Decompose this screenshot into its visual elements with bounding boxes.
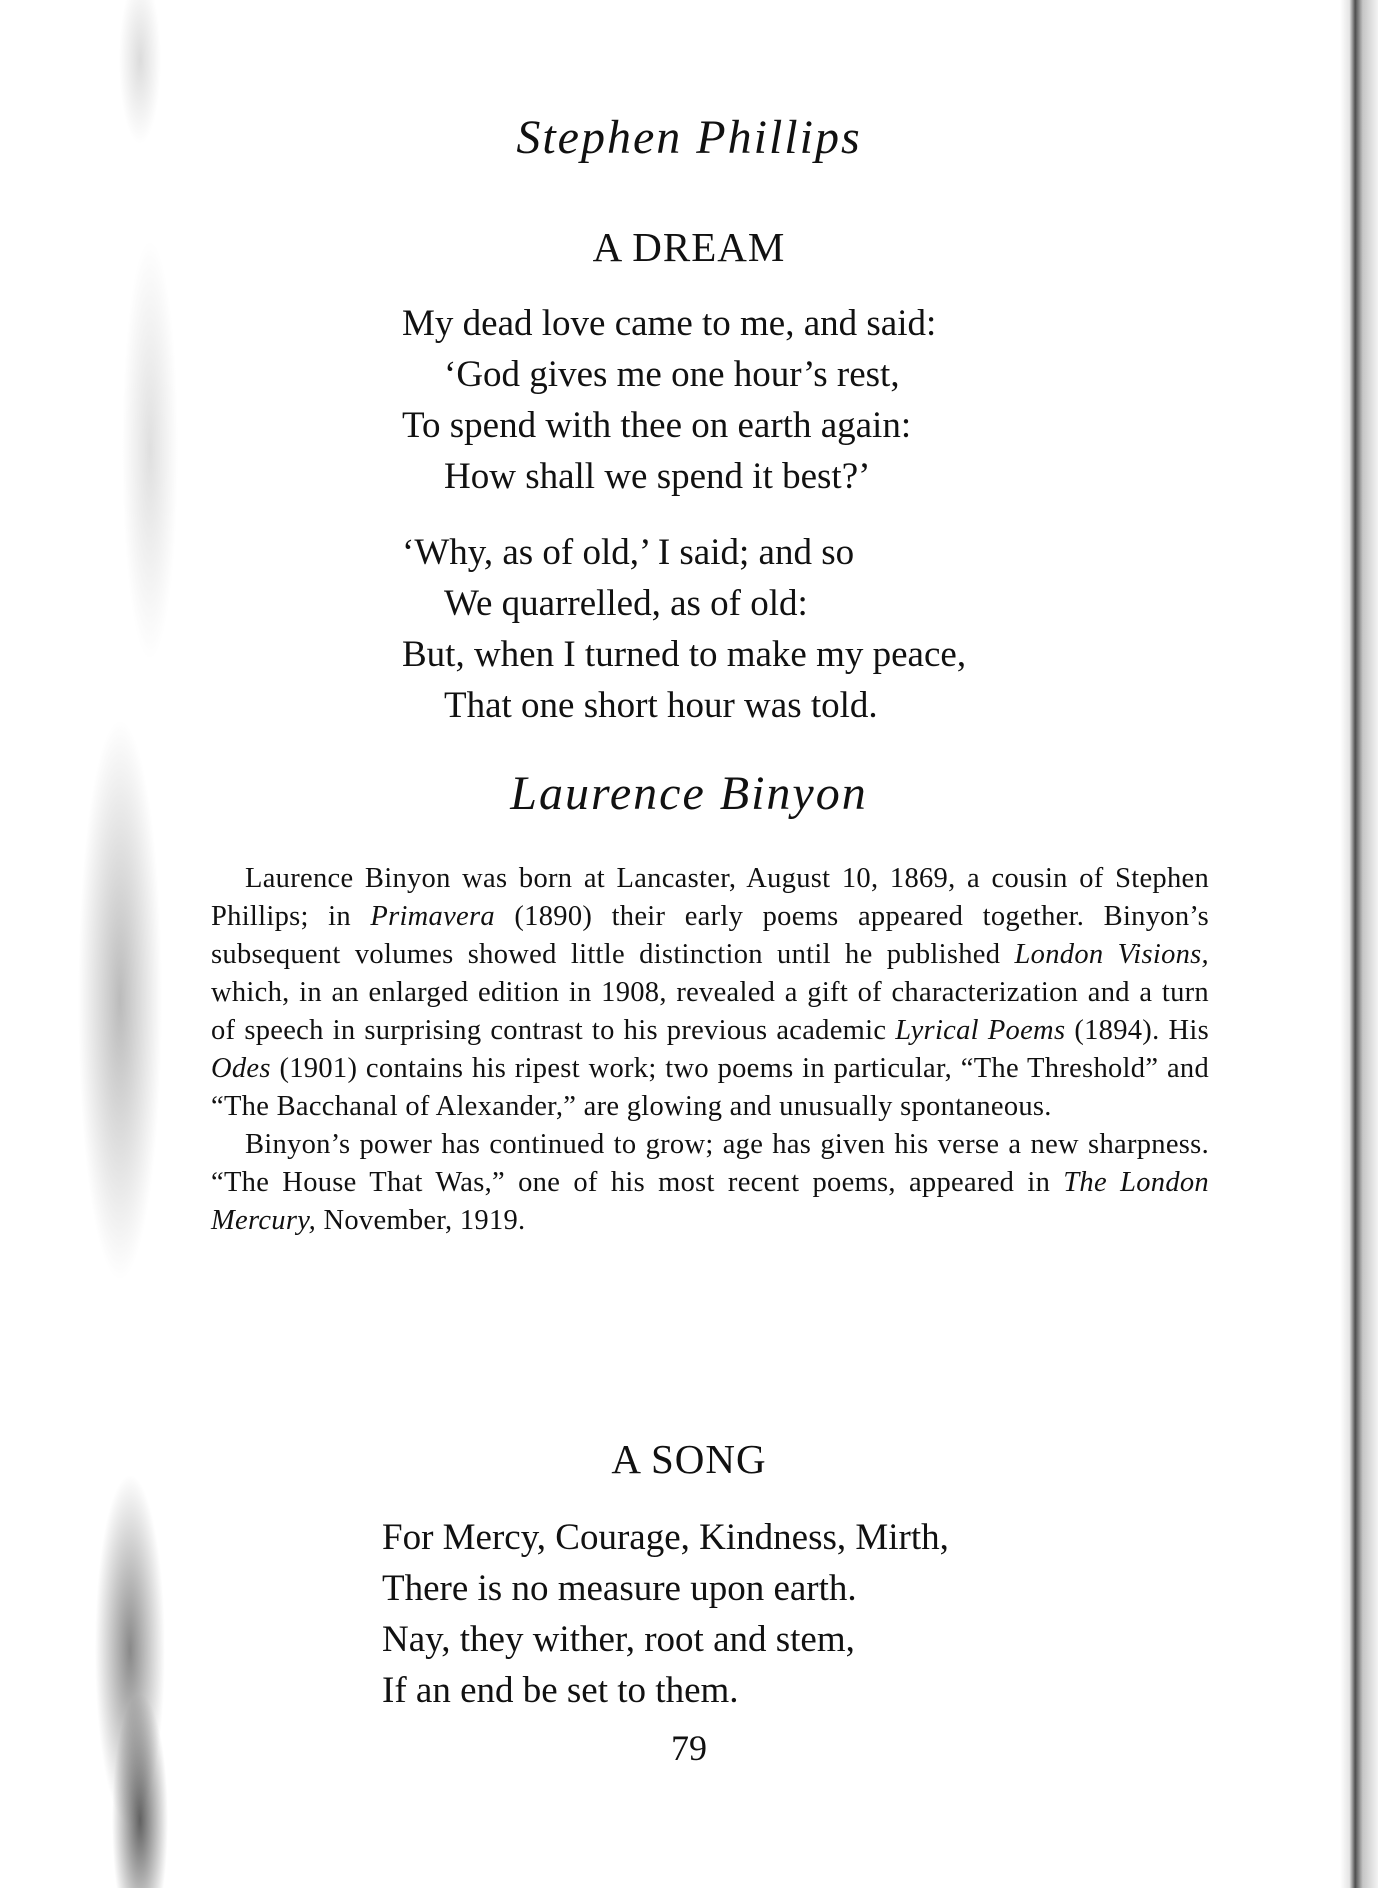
bio-title-italic: Lyrical Poems bbox=[895, 1015, 1066, 1046]
verse-line: ‘Why, as of old,’ I said; and so bbox=[402, 532, 855, 573]
scan-left-edge bbox=[0, 0, 180, 1888]
poem-title-a-song: A SONG bbox=[611, 1436, 767, 1482]
bio-text: (1901) contains his ripest work; two poems in particular, “The Threshold” and “The Bacchanal of Alexander,” are glowing and unusually spontaneous. bbox=[211, 1053, 1209, 1122]
bio-text: (1890) their early poems appeared together. Binyon’s subsequent volumes showed little distinction until he published bbox=[211, 901, 1209, 970]
poem-a-dream-stanza-2 bbox=[402, 527, 966, 731]
verse-line: To spend with thee on earth again: bbox=[402, 405, 912, 446]
verse-line: But, when I turned to make my peace, bbox=[402, 634, 967, 675]
poem-title-a-dream: A DREAM bbox=[592, 224, 786, 270]
verse-line: That one short hour was told. bbox=[444, 685, 878, 726]
author-heading-binyon: Laurence Binyon bbox=[510, 767, 868, 820]
bio-text: which, in an enlarged edition in 1908, revealed a gift of characterization and a turn of speech in surprising contrast to his previous academic bbox=[211, 977, 1209, 1046]
bio-text: (1894). His bbox=[1065, 1015, 1209, 1046]
poem-a-song-stanza-1 bbox=[382, 1512, 949, 1716]
page-number: 79 bbox=[671, 1728, 707, 1768]
poem-a-dream-stanza-1 bbox=[402, 298, 936, 502]
verse-line: ‘God gives me one hour’s rest, bbox=[444, 354, 900, 395]
verse-line: My dead love came to me, and said: bbox=[402, 303, 937, 344]
verse-line: If an end be set to them. bbox=[382, 1670, 739, 1711]
bio-text: Binyon’s power has continued to grow; age has given his verse a new sharpness. “The House That Was,” one of his most recent poems, appeared in bbox=[211, 1129, 1209, 1198]
verse-line: For Mercy, Courage, Kindness, Mirth, bbox=[382, 1517, 949, 1558]
biography-paragraph-1 bbox=[211, 860, 1209, 1126]
verse-line: There is no measure upon earth. bbox=[382, 1568, 857, 1609]
bio-title-italic: Odes bbox=[211, 1053, 271, 1084]
verse-line: We quarrelled, as of old: bbox=[444, 583, 808, 624]
bio-text: Laurence Binyon was born at Lancaster, August 10, 1869, a cousin of Stephen Phillips; in bbox=[211, 863, 1209, 932]
scan-right-edge bbox=[1340, 0, 1378, 1888]
bio-title-italic: Primavera bbox=[370, 901, 495, 932]
bio-title-italic: London Visions, bbox=[1014, 939, 1209, 970]
bio-text: November, 1919. bbox=[316, 1205, 526, 1236]
author-heading-phillips: Stephen Phillips bbox=[516, 111, 862, 164]
biography-paragraph-2 bbox=[211, 1126, 1209, 1240]
verse-line: Nay, they wither, root and stem, bbox=[382, 1619, 855, 1660]
verse-line: How shall we spend it best?’ bbox=[444, 456, 871, 497]
biography bbox=[211, 860, 1209, 1240]
bio-title-italic: The London Mercury, bbox=[211, 1167, 1209, 1236]
